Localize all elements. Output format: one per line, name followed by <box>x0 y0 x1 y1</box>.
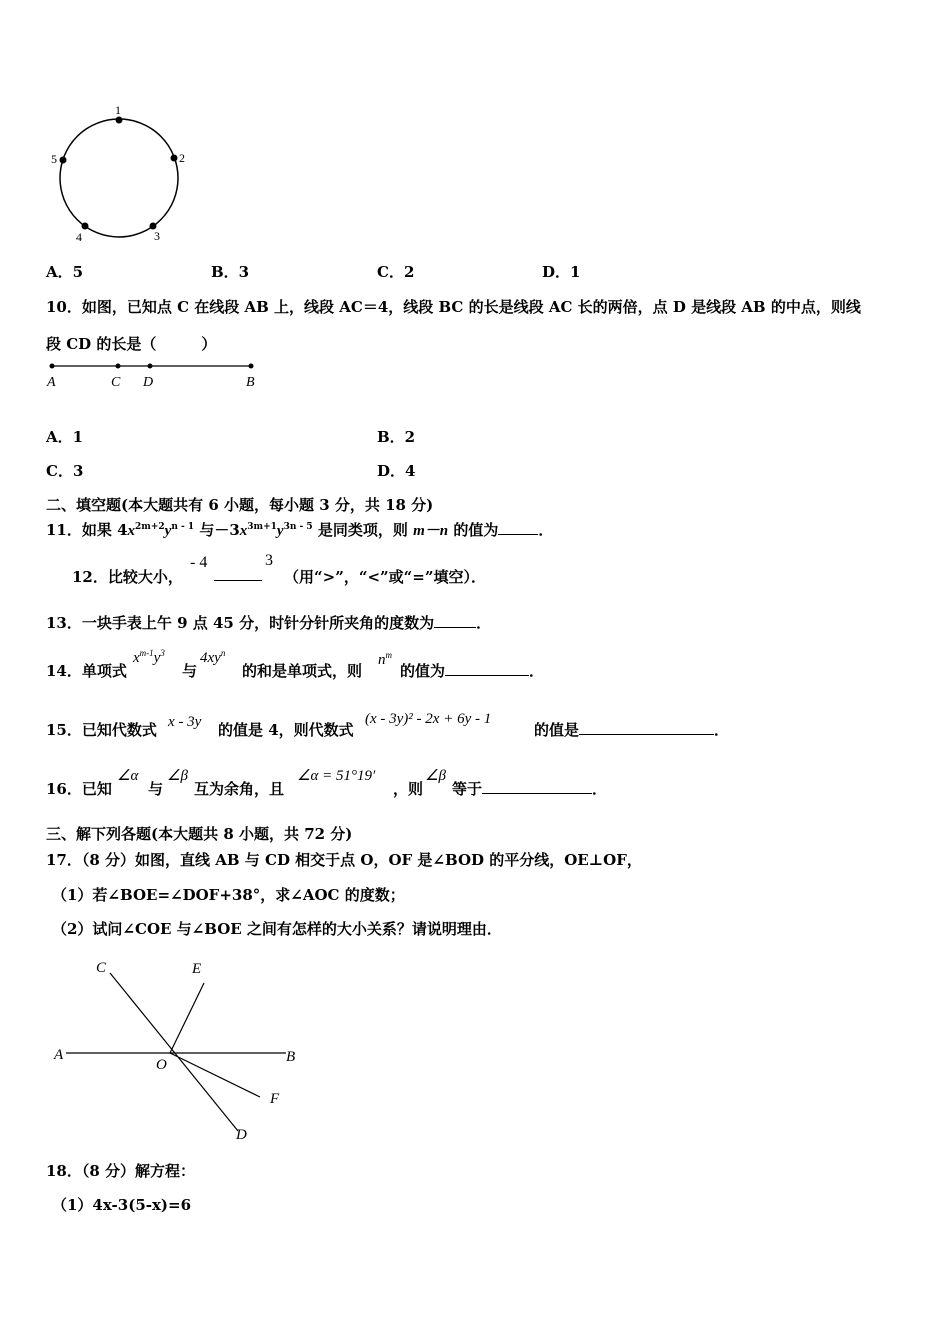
q18-line2: （1）4x-3(5-x)=6 <box>52 1196 192 1214</box>
q11: 11．如果 $4x^{2m+2}y^{n - 1}$ 与$-3x^{3m+1}y^{3n - 5}$ 是同类项，则 m－n 的值为 ． <box>46 521 554 539</box>
q11-answer-blank[interactable] <box>498 520 538 535</box>
label-B: B <box>286 1049 296 1065</box>
label-B: B <box>246 375 255 390</box>
label-A: A <box>54 1047 64 1063</box>
label-C: C <box>111 375 121 390</box>
q12-a: - 4 <box>190 554 208 571</box>
q15-text3: 的值是 ． <box>534 721 730 739</box>
ray-OF <box>170 1053 260 1097</box>
label-5: 5 <box>51 152 57 166</box>
label-C: C <box>96 960 107 976</box>
q14-expr: $n^m$ <box>378 650 392 668</box>
label-D: D <box>143 375 154 390</box>
q16-beta2: ∠β <box>425 768 446 784</box>
q12: 12．比较大小， <box>72 568 183 586</box>
q10-line2: 段 CD 的长是（ ） <box>46 335 217 353</box>
q9-option-d: D．1 <box>542 263 581 281</box>
section3-heading: 三、解下列各题(本大题共 8 小题，共 72 分) <box>46 825 353 843</box>
point-5 <box>60 157 67 164</box>
q13: 13．一块手表上午 9 点 45 分，时针分针所夹角的度数为 ． <box>46 614 492 632</box>
q9-option-a: A．5 <box>46 263 84 281</box>
q14-answer-blank[interactable] <box>445 661 529 676</box>
label-1: 1 <box>115 103 121 117</box>
q14-monomial2: $4xy^n$ <box>200 648 226 666</box>
q14-text2: 与 <box>182 662 198 680</box>
point-4 <box>82 223 89 230</box>
circle-figure <box>40 100 200 250</box>
q12-hint: （用“>”，“<”或“=”填空）． <box>284 568 486 586</box>
ray-OE <box>170 983 204 1053</box>
q15-text1: 15．已知代数式 <box>46 721 157 739</box>
point-1 <box>116 117 123 124</box>
q16-text1: 16．已知 <box>46 780 112 798</box>
q16-answer-blank[interactable] <box>482 779 592 794</box>
q13-answer-blank[interactable] <box>434 613 476 628</box>
q10-line1: 10．如图，已知点 C 在线段 AB 上，线段 AC＝4，线段 BC 的长是线段 AC 长的两倍，点 D 是线段 AB 的中点，则线 <box>46 298 861 316</box>
q15-expr1: x - 3y <box>168 714 202 730</box>
q14-text3: 的和是单项式，则 <box>242 662 363 680</box>
segment-figure <box>44 358 274 393</box>
label-O: O <box>156 1057 167 1073</box>
q9-option-c: C．2 <box>377 263 415 281</box>
q16-beta: ∠β <box>167 768 188 784</box>
q16-text3: 互为余角，且 <box>194 780 285 798</box>
label-D: D <box>236 1127 247 1143</box>
q10-option-d: D．4 <box>377 462 416 480</box>
q12-b: 3 <box>265 552 273 569</box>
section2-heading: 二、填空题(本大题共有 6 小题，每小题 3 分，共 18 分) <box>46 496 434 514</box>
line-CD <box>110 973 238 1131</box>
q10-option-a: A．1 <box>46 428 84 446</box>
q15-expr2: (x - 3y)² - 2x + 6y - 1 <box>365 711 492 727</box>
angle-figure <box>48 955 318 1145</box>
q14-text1: 14．单项式 <box>46 662 127 680</box>
label-E: E <box>192 961 202 977</box>
q16-text5: 等于 ． <box>452 780 608 798</box>
q18-line1: 18．（8 分）解方程： <box>46 1162 196 1180</box>
q10-option-b: B．2 <box>377 428 416 446</box>
q15-answer-blank[interactable] <box>579 720 714 735</box>
q14-monomial1: $x^{m-1}y^3$ <box>133 648 165 666</box>
label-2: 2 <box>179 151 185 165</box>
q16-text2: 与 <box>148 780 164 798</box>
label-A: A <box>47 375 56 390</box>
q9-option-b: B．3 <box>211 263 250 281</box>
q16-alpha: ∠α <box>117 768 139 784</box>
label-3: 3 <box>154 229 160 243</box>
point-2 <box>171 155 178 162</box>
q14-text4: 的值为 ． <box>400 662 545 680</box>
label-F: F <box>270 1091 280 1107</box>
q17-line1: 17．（8 分）如图，直线 AB 与 CD 相交于点 O，OF 是∠BOD 的平分线，OE⊥OF， <box>46 851 642 869</box>
q17-line3: （2）试问∠COE 与∠BOE 之间有怎样的大小关系？请说明理由． <box>52 920 502 938</box>
q16-text4: ，则 <box>393 780 424 798</box>
q16-value: ∠α = 51°19′ <box>297 768 376 784</box>
q15-text2: 的值是 4，则代数式 <box>218 721 354 739</box>
label-4: 4 <box>76 230 82 244</box>
circle <box>60 119 178 237</box>
q12-answer-blank[interactable] <box>214 566 262 581</box>
q17-line2: （1）若∠BOE=∠DOF+38°，求∠AOC 的度数； <box>52 886 405 904</box>
q10-option-c: C．3 <box>46 462 84 480</box>
